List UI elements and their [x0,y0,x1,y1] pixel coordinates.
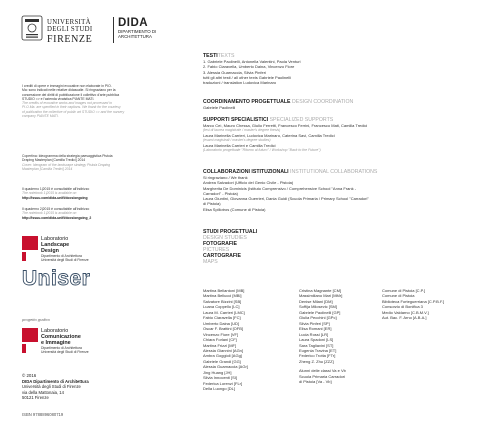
list-item: Salvatore Bizzini [SB] [203,298,242,304]
list-item: Laura M. Carrieri [LMC] [203,309,245,315]
collaborations-heading: COLLABORAZIONI ISTITUZIONALI INSTITUTIONAL COLLABORATIONS [203,169,378,175]
notebook-2-note: Il quaderno 2|2015 è consultabile all'indirizzo The notebook 1|2015 is available on http://issuu.com/dida-unifi/docs/ongoing_2 [22,207,92,220]
list-item: Gabriele Grandi [GG] [203,358,241,364]
landscape-lab-logo-mark [22,236,38,250]
list-item: Federica Lorenzi [FLr] [203,380,243,386]
names-column-3 [382,288,444,321]
university-name [47,19,107,45]
maps-heading-en: MAPS [203,259,218,265]
logo-divider [113,17,114,43]
list-item: Alessia Giannini [AGn] [203,347,244,353]
list-item: Denise Milani [DM] [299,298,333,304]
list-item: Alessia Guarnaccia [AGr] [203,364,248,370]
list-item: Eugenia Travina [ET] [299,347,337,353]
landscape-lab-sub: Dipartimento di Architettura Università degli Studi di Firenze [41,254,89,263]
list-item: Martina Bellantoni [MB] [203,288,245,293]
list-item: Fabio Ciaravella [FC] [203,315,241,321]
list-item: Biblioteca Forteguerriana [C.P.B.F.] [382,298,445,304]
colophon: © 2016 DIDA Dipartimento di Architettura Università degli Studi di Firenze via della Mattonaia, 14 50121 Firenze [22,373,89,400]
list-item: Martina Bellucci [MBl] [203,293,242,299]
list-item: Zheng Z. Zhu [ZZZ] [299,358,334,364]
list-item: Comune di Pistoia [C.P.] [382,288,426,293]
design-studies-heading-en: DESIGN STUDIES [203,235,247,241]
list-item: Jing Huang [JH] [203,369,232,375]
list-item: Soffija Milosevic [SM] [299,304,337,310]
pictures-heading-en: PICTURES [203,247,230,253]
list-item: Della Luongo [DL] [203,386,236,392]
list-item: Lucia Rossi [LR] [299,331,329,337]
names-column-2 [299,288,346,385]
copyright: © 2016 [22,373,37,378]
list-item: Umberto Daina [UD] [203,320,240,326]
list-item: Consorzio di Bonifica 3 [382,304,423,310]
university-line-3: FIRENZE [47,33,93,45]
university-line-1: UNIVERSITÀ [47,19,91,26]
texts-heading: TESTITEXTS [203,53,235,59]
list-item: Martina Frizzi [MF] [203,342,237,348]
list-item: Laura Spadoni [LS] [299,337,334,343]
list-item: Alunni delle classi Va e Vb [299,368,346,374]
dida-sub-2: ARCHITETTURA [118,34,152,39]
names-column-1 [203,288,248,392]
graphic-design-label: progetto grafico [22,317,50,322]
notebook-1-note: Il quaderno 1|2015 è consultabile all'indirizzo The notebook 1|2015 is available on http://issuu.com/dida-unifi/docs/ongoing [22,187,90,200]
list-item: Cristina Magnante [CM] [299,288,342,293]
credits-italian: I crediti di opere e immagini evocative non elaborate in PIO. Ma: sono indicati nelle relative didascalie. Si ringraziano per la concessione dei diritti di pubblicazione il collettivo d'arte pubblica STUDIO => e l'azienda vivaistica PIANTE MATI. [22,84,120,101]
cover-caption: Copertina: Ideogramma della strategia paesaggistica Pistoia Draping Masterplan [Camilla Tredici] 2014 Cover: Ideogram of the landscape strategy Pistoia Draping Masterplan [Camilla Tredici] 2014 [22,154,113,171]
coordination-section: COORDINAMENTO PROGETTUALE DESIGN COORDINATION Gabriele Paolinelli [203,99,354,110]
texts-section: TESTITEXTS 1. Gabriele Paolinelli, Antonella Valentini, Paola Venturi 2. Fabio Ciaravella, Umberto Daina, Vincenzo Fiore 3. Alessia Guarnaccia, Silvia Pinferi tutti gli altri testi / all other texts Gabriele Paolinelli traduzioni / translation Ludovica Marinaro [203,53,301,86]
collaborations-section: COLLABORAZIONI ISTITUZIONALI INSTITUTIONAL COLLABORATIONS Si ringraziano / We thank Andrea Salvadori (Ufficio del Genio Civile - Pistoia) Margherita De Dominicis (Istituto Comprensivo / Comprehensive School "Anna Frank - Carradori" - Pistoia) Laura Giuntini, Giovanna Guerrieri, Dania Guidi (Scuola Primaria / Primary School "Carradori" di Pistoia) Elisa Spillotros (Comune di Pistoia) [203,169,378,212]
studies-headings [203,229,257,265]
list-item: Ambra Goggioli [AGg] [203,353,242,359]
credits-english: The credits of evocative works and images not processed in PI.O.Ma. are specified in their captions. We thank for the courtesy of publication the collective of public art STUDIO => and the nursery company PIANTE MATI. [22,101,125,118]
list-item: Medio Valdarno [C.B.M.V.] [382,309,429,315]
dida-logo [118,17,156,39]
list-item: Sara Tagliavini [ST] [299,342,334,348]
list-item: Elisa Romani [ER] [299,326,332,332]
list-item: Luana Coppello [LC] [203,304,240,310]
communication-lab-logo-bar [22,344,26,353]
list-item: Gabriele Paolinelli [GP] [299,309,341,315]
supports-heading: SUPPORTI SPECIALISTICI SPECIALIZED SUPPORTS [203,117,334,123]
communication-lab-title: Laboratorio Comunicazione e Immagine [41,328,81,346]
landscape-lab-logo-bar [22,252,26,261]
notebook-1-link[interactable]: http://issuu.com/dida-unifi/docs/ongoing [22,195,88,200]
list-item: Aut. Bac. F. Arno [A.B.A.] [382,315,427,321]
isbn: ISBN 9788896080719 [22,412,64,417]
list-item: Chiara Forlani [CF] [203,337,237,343]
communication-lab-sub: Dipartimento di Architettura Università degli Studi di Firenze [41,346,89,355]
coordination-heading: COORDINAMENTO PROGETTUALE DESIGN COORDINATION [203,99,354,105]
list-item: Scuola Primaria Carradori [299,373,346,379]
university-line-2: DEGLI STUDI [47,26,93,34]
list-item: Comune di Pistoia [382,293,415,299]
dida-title: DIDA [118,17,149,29]
list-item: Vincenzo Fiore [VF] [203,331,239,337]
communication-lab-logo-mark [22,328,38,342]
design-studies-heading: STUDI PROGETTUALI [203,229,258,235]
list-item: Giulia Pecchini [GPc] [299,315,337,321]
list-item: Silvia Pinferi [SP] [299,320,330,326]
uniser-logo: Uniser [22,267,91,290]
list-item: Silvia Innocenti [SI] [203,375,238,381]
university-seal [21,15,43,41]
landscape-lab-title: Laboratorio Landscape Design [41,236,70,254]
pictures-heading: FOTOGRAFIE [203,241,237,247]
list-item: di Pistoia [Va - Vb] [299,379,332,385]
maps-heading: CARTOGRAFIE [203,253,241,259]
supports-section: SUPPORTI SPECIALISTICI SPECIALIZED SUPPORTS Marco Ceì, Mauro Chessa, Giulio Ferretti, Francesco Ferrini, Francesco Mati, Camilla Tredici (tesi di laurea magistrale / master's degree thesis) Laura Marinella Carrieri, Ludovica Marinaro, Caterina Savi, Camilla Tredici (esami magistrali / master's degree studies) Laura Marinella Carrieri e Camilla Tredici (Laboratorio progettuale "Ritorno al futuro" / Workshop "Back to the Future") [203,117,368,153]
list-item: Oscar F. Brattini [OFB] [203,326,244,332]
list-item: Massimiliano Mari [MMr] [299,293,343,299]
notebook-2-link[interactable]: http://issuu.com/dida-unifi/docs/ongoing_2 [22,215,92,220]
dida-sub-1: DIPARTIMENTO DI [118,29,157,34]
list-item: Federico Trotta [FTr] [299,353,336,359]
